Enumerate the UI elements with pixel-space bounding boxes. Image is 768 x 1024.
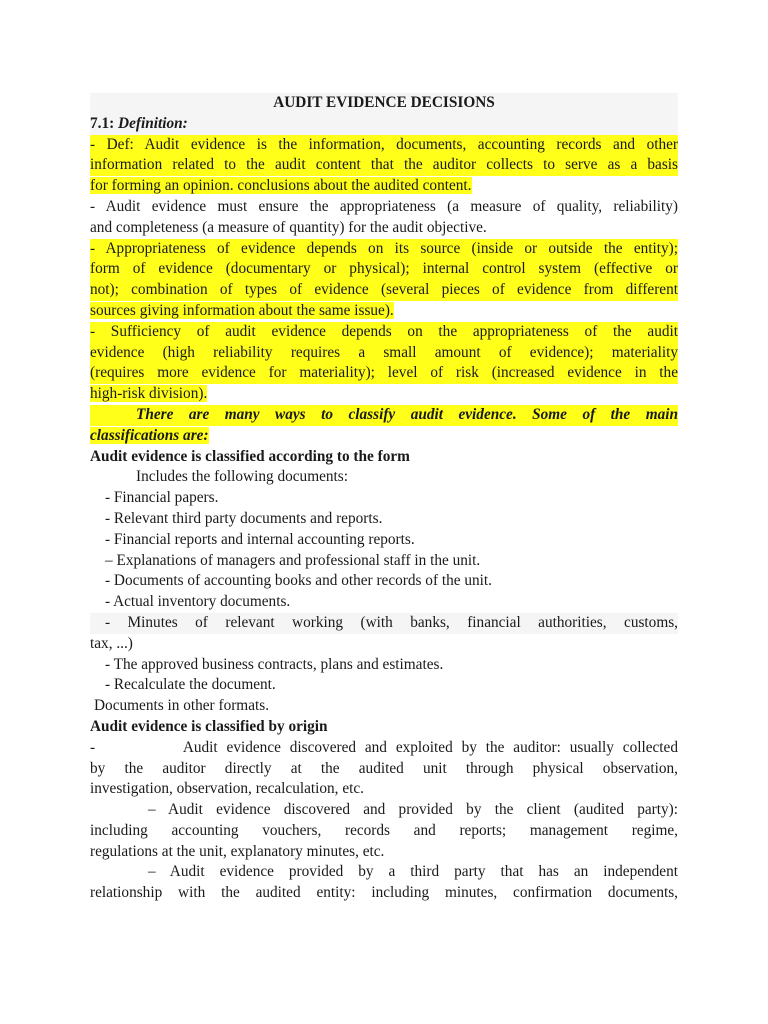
sufficiency-line: evidence (high reliability requires a small amount of evidence); materiality — [90, 343, 678, 364]
ensure-line: - Audit evidence must ensure the appropriateness (a measure of quality, reliability) — [90, 197, 678, 215]
classification-intro: classifications are: — [90, 426, 209, 444]
origin-paragraph-1: by the auditor directly at the audited unit through physical observation, — [90, 759, 678, 777]
origin-paragraph-3: – Audit evidence provided by a third party that has an independent — [148, 863, 678, 881]
form-heading: Audit evidence is classified according to the form — [90, 447, 410, 465]
origin-heading: Audit evidence is classified by origin — [90, 717, 328, 735]
section-number: 7.1: — [90, 114, 115, 132]
origin-paragraph-2: regulations at the unit, explanatory minutes, etc. — [90, 842, 385, 860]
sufficiency-line: high-risk division). — [90, 385, 208, 403]
form-list-item: - Financial papers. — [105, 489, 219, 507]
section-title: Definition: — [118, 114, 188, 132]
form-list-item: – Explanations of managers and professional staff in the unit. — [105, 551, 481, 569]
classification-intro: There are many ways to classify audit evidence. Some of the main — [90, 405, 678, 426]
form-list-item: tax, ...) — [90, 634, 133, 652]
definition-line: for forming an opinion. conclusions about the audited content. — [90, 177, 472, 195]
origin-paragraph-1: investigation, observation, recalculation, etc. — [90, 780, 364, 798]
form-list-item: - The approved business contracts, plans and estimates. — [105, 655, 444, 673]
origin-paragraph-2: – Audit evidence discovered and provided by the client (audited party): — [148, 801, 678, 819]
definition-line: - Def: Audit evidence is the information, documents, accounting records and other — [90, 135, 678, 156]
form-list-item: - Relevant third party documents and reports. — [105, 509, 383, 527]
definition-line: information related to the audit content that the auditor collects to serve as a basis — [90, 155, 678, 176]
section-heading — [90, 114, 678, 135]
appropriateness-line: form of evidence (documentary or physical); internal control system (effective or — [90, 259, 678, 280]
other-formats: Documents in other formats. — [94, 697, 270, 715]
sufficiency-line: - Sufficiency of audit evidence depends on the appropriateness of the audit — [90, 322, 678, 343]
document-page — [90, 93, 678, 904]
origin-paragraph-3: relationship with the audited entity: including minutes, confirmation documents, — [90, 884, 678, 902]
origin-paragraph-1: - Audit evidence discovered and exploited by the auditor: usually collected — [90, 738, 678, 756]
form-list-item: - Documents of accounting books and other records of the unit. — [105, 572, 492, 590]
form-list-item: - Actual inventory documents. — [105, 593, 291, 611]
appropriateness-line: not); combination of types of evidence (several pieces of evidence from different — [90, 280, 678, 301]
form-list-item: - Minutes of relevant working (with banks, financial authorities, customs, — [90, 613, 678, 634]
ensure-line: and completeness (a measure of quantity) for the audit objective. — [90, 218, 487, 236]
form-list-item: - Recalculate the document. — [105, 676, 276, 694]
appropriateness-line: - Appropriateness of evidence depends on its source (inside or outside the entity); — [90, 239, 678, 260]
form-intro: Includes the following documents: — [136, 468, 348, 486]
sufficiency-line: (requires more evidence for materiality); level of risk (increased evidence in the — [90, 363, 678, 384]
appropriateness-line: sources giving information about the same issue). — [90, 301, 394, 319]
document-title: AUDIT EVIDENCE DECISIONS — [90, 93, 678, 114]
origin-paragraph-2: including accounting vouchers, records and reports; management regime, — [90, 821, 678, 839]
form-list-item: - Financial reports and internal accounting reports. — [105, 530, 415, 548]
